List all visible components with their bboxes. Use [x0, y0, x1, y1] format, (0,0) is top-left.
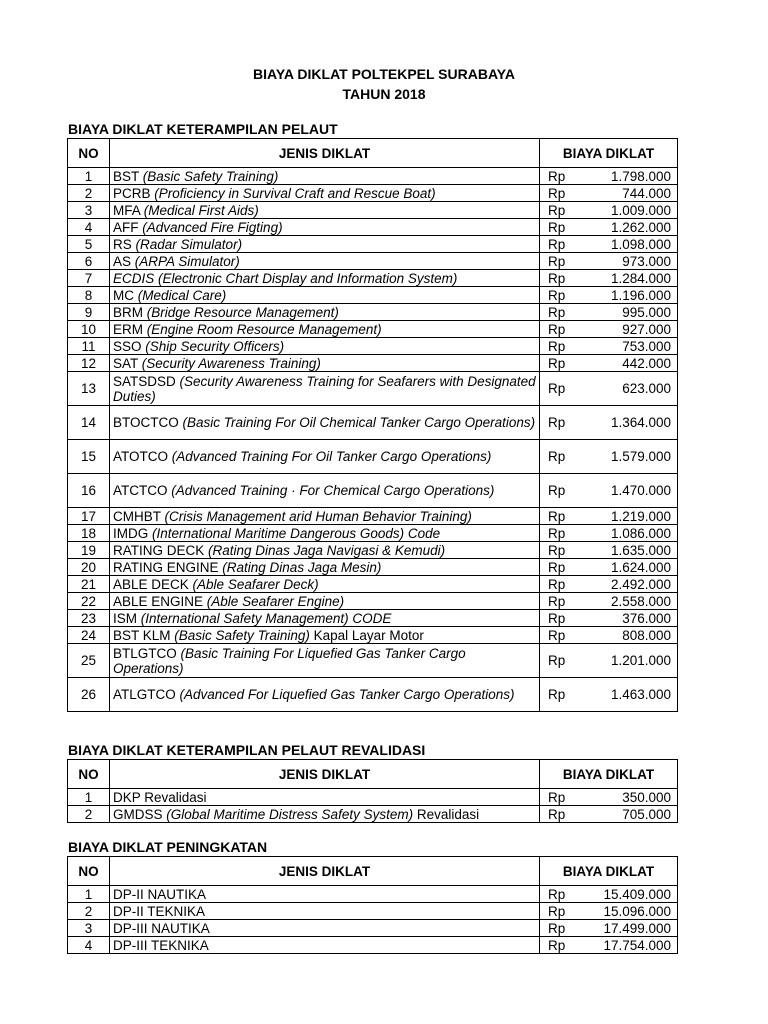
currency-label: Rp: [540, 610, 580, 627]
fee-amount: 995.000: [580, 304, 678, 321]
course-description: (Advanced For Liquefied Gas Tanker Cargo Operations): [179, 687, 515, 702]
col-header-jenis: JENIS DIKLAT: [110, 760, 540, 789]
row-number: 16: [68, 474, 110, 508]
fee-amount: 1.196.000: [580, 287, 678, 304]
row-number: 14: [68, 406, 110, 440]
currency-label: Rp: [540, 270, 580, 287]
currency-label: Rp: [540, 474, 580, 508]
table-row: [68, 474, 678, 508]
row-number: 9: [68, 304, 110, 321]
currency-label: Rp: [540, 304, 580, 321]
course-description: (Medical First Aids): [143, 202, 259, 218]
currency-label: Rp: [540, 789, 580, 806]
table-row: [68, 270, 678, 287]
row-number: 4: [68, 219, 110, 236]
row-number: 10: [68, 321, 110, 338]
fee-amount: 1.364.000: [580, 406, 678, 440]
course-code: DP-II NAUTIKA: [113, 886, 207, 902]
currency-label: Rp: [540, 903, 580, 920]
table-row: [68, 593, 678, 610]
row-number: 3: [68, 920, 110, 937]
table-row: [68, 406, 678, 440]
currency-label: Rp: [540, 406, 580, 440]
fee-amount: 753.000: [580, 338, 678, 355]
course-name: [110, 627, 540, 644]
row-number: 17: [68, 508, 110, 525]
currency-label: Rp: [540, 253, 580, 270]
course-name: [110, 559, 540, 576]
col-header-biaya: BIAYA DIKLAT: [540, 760, 678, 789]
table-row: [68, 440, 678, 474]
course-name: [110, 920, 540, 937]
course-name: [110, 937, 540, 954]
course-description: (Rating Dinas Jaga Navigasi & Kemudi): [208, 542, 446, 558]
course-code: ABLE ENGINE: [113, 593, 204, 609]
course-description: ECDIS (Electronic Chart Display and Information System): [113, 270, 458, 286]
currency-label: Rp: [540, 168, 580, 185]
table-row: [68, 920, 678, 937]
course-code: SAT: [113, 355, 139, 371]
course-name: [110, 610, 540, 627]
fee-amount: 1.579.000: [580, 440, 678, 474]
fee-amount: 1.798.000: [580, 168, 678, 185]
course-name: [110, 903, 540, 920]
course-description: (Radar Simulator): [135, 236, 243, 252]
course-description: (Rating Dinas Jaga Mesin): [222, 559, 382, 575]
fee-amount: 623.000: [580, 372, 678, 406]
course-description: (International Maritime Dangerous Goods) Code: [152, 525, 441, 541]
table-row: [68, 355, 678, 372]
course-name: [110, 270, 540, 287]
course-name: [110, 321, 540, 338]
currency-label: Rp: [540, 559, 580, 576]
course-code: BRM: [113, 304, 143, 320]
currency-label: Rp: [540, 576, 580, 593]
table-row: [68, 678, 678, 712]
row-number: 8: [68, 287, 110, 304]
course-code: SATSDSD: [113, 373, 176, 389]
table-row: [68, 185, 678, 202]
currency-label: Rp: [540, 355, 580, 372]
row-number: 18: [68, 525, 110, 542]
course-name: [110, 168, 540, 185]
course-name: [110, 886, 540, 903]
course-description: (Advanced Training · For Chemical Cargo Operations): [171, 483, 495, 498]
fee-amount: 927.000: [580, 321, 678, 338]
currency-label: Rp: [540, 185, 580, 202]
col-header-no: NO: [68, 857, 110, 886]
course-description: (Basic Safety Training): [174, 627, 310, 643]
currency-label: Rp: [540, 593, 580, 610]
col-header-no: NO: [68, 139, 110, 168]
course-code: BST KLM: [113, 627, 171, 643]
table-keterampilan: [67, 138, 678, 712]
currency-label: Rp: [540, 440, 580, 474]
fee-amount: 1.009.000: [580, 202, 678, 219]
table-revalidasi: [67, 759, 678, 823]
table-row: [68, 508, 678, 525]
row-number: 1: [68, 886, 110, 903]
table-row: [68, 338, 678, 355]
table-row: [68, 372, 678, 406]
course-code: ATLGTCO: [113, 687, 176, 702]
row-number: 1: [68, 168, 110, 185]
course-description: (Basic Training For Liquefied Gas Tanker Cargo Operations): [113, 645, 466, 676]
course-code: RATING ENGINE: [113, 559, 219, 575]
row-number: 23: [68, 610, 110, 627]
fee-amount: 1.262.000: [580, 219, 678, 236]
currency-label: Rp: [540, 338, 580, 355]
row-number: 22: [68, 593, 110, 610]
table-row: [68, 789, 678, 806]
fee-amount: 1.098.000: [580, 236, 678, 253]
course-code: CMHBT: [113, 508, 161, 524]
course-name: [110, 219, 540, 236]
currency-label: Rp: [540, 920, 580, 937]
fee-amount: 1.219.000: [580, 508, 678, 525]
fee-amount: 1.470.000: [580, 474, 678, 508]
currency-label: Rp: [540, 678, 580, 712]
course-description: (Security Awareness Training for Seafarers with Designated Duties): [113, 373, 536, 404]
table-row: [68, 542, 678, 559]
course-code: DP-III TEKNIKA: [113, 937, 209, 953]
col-header-jenis: JENIS DIKLAT: [110, 139, 540, 168]
currency-label: Rp: [540, 542, 580, 559]
table-row: [68, 525, 678, 542]
course-name: [110, 474, 540, 508]
row-number: 20: [68, 559, 110, 576]
table-row: [68, 253, 678, 270]
fee-amount: 15.096.000: [580, 903, 678, 920]
currency-label: Rp: [540, 886, 580, 903]
course-code: DKP Revalidasi: [113, 789, 207, 805]
table-row: [68, 937, 678, 954]
section-heading-peningkatan: BIAYA DIKLAT PENINGKATAN: [68, 839, 268, 855]
row-number: 26: [68, 678, 110, 712]
course-name: [110, 355, 540, 372]
course-code: AS: [113, 253, 132, 269]
course-code: DP-III NAUTIKA: [113, 920, 210, 936]
fee-amount: 1.635.000: [580, 542, 678, 559]
currency-label: Rp: [540, 806, 580, 823]
course-code: MFA: [113, 202, 141, 218]
course-code: BTLGTCO: [113, 645, 177, 661]
col-header-no: NO: [68, 760, 110, 789]
fee-amount: 808.000: [580, 627, 678, 644]
course-description: (Ship Security Officers): [145, 338, 285, 354]
course-name: [110, 542, 540, 559]
fee-amount: 744.000: [580, 185, 678, 202]
row-number: 5: [68, 236, 110, 253]
col-header-biaya: BIAYA DIKLAT: [540, 139, 678, 168]
course-name: [110, 576, 540, 593]
currency-label: Rp: [540, 937, 580, 954]
row-number: 2: [68, 903, 110, 920]
course-description: (ARPA Simulator): [134, 253, 240, 269]
fee-amount: 1.284.000: [580, 270, 678, 287]
col-header-jenis: JENIS DIKLAT: [110, 857, 540, 886]
course-description: (Crisis Management arid Human Behavior Training): [164, 508, 472, 524]
course-code: ABLE DECK: [113, 576, 189, 592]
course-code: PCRB: [113, 185, 151, 201]
course-name: [110, 236, 540, 253]
fee-amount: 1.201.000: [580, 644, 678, 678]
fee-amount: 376.000: [580, 610, 678, 627]
fee-amount: 1.463.000: [580, 678, 678, 712]
course-name: [110, 185, 540, 202]
course-suffix: Kapal Layar Motor: [313, 627, 424, 643]
course-code: RATING DECK: [113, 542, 205, 558]
table-row: [68, 202, 678, 219]
course-description: (Advanced Training For Oil Tanker Cargo Operations): [171, 449, 492, 464]
section-heading-keterampilan: BIAYA DIKLAT KETERAMPILAN PELAUT: [68, 121, 338, 137]
course-code: GMDSS: [113, 806, 163, 822]
document-year: TAHUN 2018: [342, 86, 426, 102]
course-description: (Basic Training For Oil Chemical Tanker Cargo Operations): [182, 415, 536, 430]
row-number: 13: [68, 372, 110, 406]
course-name: [110, 440, 540, 474]
currency-label: Rp: [540, 202, 580, 219]
course-description: (Basic Safety Training): [142, 168, 279, 184]
table-row: [68, 610, 678, 627]
course-code: DP-II TEKNIKA: [113, 903, 206, 919]
table-row: [68, 321, 678, 338]
course-name: [110, 287, 540, 304]
table-row: [68, 287, 678, 304]
fee-amount: 15.409.000: [580, 886, 678, 903]
course-description: (Engine Room Resource Management): [146, 321, 382, 337]
fee-amount: 17.499.000: [580, 920, 678, 937]
col-header-biaya: BIAYA DIKLAT: [540, 857, 678, 886]
row-number: 6: [68, 253, 110, 270]
row-number: 12: [68, 355, 110, 372]
course-name: [110, 372, 540, 406]
course-description: (International Safety Management) CODE: [140, 610, 392, 626]
course-code: ATOTCO: [113, 449, 169, 464]
currency-label: Rp: [540, 644, 580, 678]
course-description: (Medical Care): [137, 287, 227, 303]
course-code: IMDG: [113, 525, 149, 541]
course-description: (Proficiency in Survival Craft and Rescue Boat): [154, 185, 436, 201]
row-number: 3: [68, 202, 110, 219]
fee-amount: 442.000: [580, 355, 678, 372]
table-row: [68, 304, 678, 321]
course-name: [110, 644, 540, 678]
course-code: ERM: [113, 321, 143, 337]
row-number: 15: [68, 440, 110, 474]
currency-label: Rp: [540, 627, 580, 644]
fee-amount: 2.492.000: [580, 576, 678, 593]
course-description: (Advanced Fire Figting): [142, 219, 283, 235]
table-row: [68, 644, 678, 678]
course-description: (Global Maritime Distress Safety System): [166, 806, 414, 822]
document-title: BIAYA DIKLAT POLTEKPEL SURABAYA: [253, 66, 515, 82]
course-code: SSO: [113, 338, 142, 354]
course-name: [110, 525, 540, 542]
course-code: BTOCTCO: [113, 415, 179, 430]
course-description: (Able Seafarer Deck): [192, 576, 319, 592]
row-number: 2: [68, 185, 110, 202]
course-description: (Bridge Resource Management): [146, 304, 339, 320]
currency-label: Rp: [540, 508, 580, 525]
course-name: [110, 202, 540, 219]
fee-amount: 1.624.000: [580, 559, 678, 576]
currency-label: Rp: [540, 321, 580, 338]
currency-label: Rp: [540, 219, 580, 236]
table-row: [68, 168, 678, 185]
table-row: [68, 886, 678, 903]
currency-label: Rp: [540, 236, 580, 253]
table-peningkatan: [67, 856, 678, 954]
course-name: [110, 678, 540, 712]
fee-amount: 973.000: [580, 253, 678, 270]
row-number: 7: [68, 270, 110, 287]
course-code: MC: [113, 287, 134, 303]
course-name: [110, 338, 540, 355]
currency-label: Rp: [540, 525, 580, 542]
course-description: (Able Seafarer Engine): [206, 593, 345, 609]
course-code: ISM: [113, 610, 138, 626]
table-row: [68, 236, 678, 253]
row-number: 2: [68, 806, 110, 823]
row-number: 24: [68, 627, 110, 644]
table-row: [68, 627, 678, 644]
currency-label: Rp: [540, 287, 580, 304]
course-code: RS: [113, 236, 132, 252]
course-code: ATCTCO: [113, 483, 168, 498]
row-number: 11: [68, 338, 110, 355]
course-name: [110, 508, 540, 525]
fee-amount: 705.000: [580, 806, 678, 823]
fee-amount: 2.558.000: [580, 593, 678, 610]
course-name: [110, 593, 540, 610]
course-name: [110, 304, 540, 321]
table-row: [68, 559, 678, 576]
row-number: 4: [68, 937, 110, 954]
section-heading-revalidasi: BIAYA DIKLAT KETERAMPILAN PELAUT REVALIDASI: [68, 742, 426, 758]
fee-amount: 17.754.000: [580, 937, 678, 954]
table-row: [68, 903, 678, 920]
fee-amount: 1.086.000: [580, 525, 678, 542]
row-number: 25: [68, 644, 110, 678]
course-code: AFF: [113, 219, 139, 235]
row-number: 19: [68, 542, 110, 559]
course-name: [110, 406, 540, 440]
currency-label: Rp: [540, 372, 580, 406]
table-row: [68, 806, 678, 823]
course-name: [110, 789, 540, 806]
fee-amount: 350.000: [580, 789, 678, 806]
row-number: 21: [68, 576, 110, 593]
course-name: [110, 806, 540, 823]
course-code: BST: [113, 168, 140, 184]
course-name: [110, 253, 540, 270]
table-row: [68, 219, 678, 236]
table-row: [68, 576, 678, 593]
course-suffix: Revalidasi: [416, 806, 480, 822]
course-description: (Security Awareness Training): [141, 355, 321, 371]
row-number: 1: [68, 789, 110, 806]
